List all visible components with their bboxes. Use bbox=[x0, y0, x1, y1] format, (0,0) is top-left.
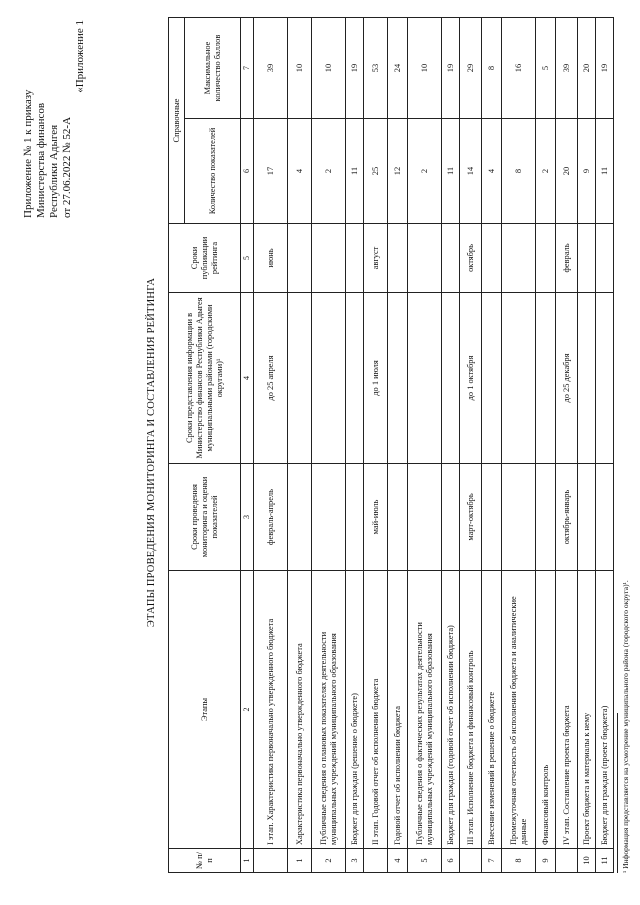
header-num: № п/п bbox=[169, 849, 241, 873]
max-points: 5 bbox=[536, 17, 556, 118]
column-index-row bbox=[241, 17, 254, 872]
monitoring-period bbox=[346, 464, 364, 571]
publication-month bbox=[442, 224, 460, 293]
stage-name: Годовой отчет об исполнении бюджета bbox=[388, 571, 408, 849]
monitoring-period bbox=[408, 464, 442, 571]
publication-month: июнь bbox=[254, 224, 288, 293]
publication-month: октябрь bbox=[460, 224, 482, 293]
stage-row bbox=[460, 17, 482, 872]
publication-month bbox=[502, 224, 536, 293]
stage-name: Бюджет для граждан (проект бюджета) bbox=[596, 571, 614, 849]
header-monitoring: Сроки проведения мониторинга и оценки показателей bbox=[169, 464, 241, 571]
index-cell: 2 bbox=[241, 571, 254, 849]
row-number bbox=[460, 849, 482, 873]
table-row bbox=[502, 17, 536, 872]
header-reference: Справочные bbox=[169, 17, 185, 223]
stage-name: Промежуточная отчетность об исполнении бюджета и аналитические данные bbox=[502, 571, 536, 849]
header-line: Приложение № 1 к приказу bbox=[22, 89, 34, 218]
stage-name: II этап. Годовой отчет об исполнении бюджета bbox=[364, 571, 388, 849]
row-number: 6 bbox=[442, 849, 460, 873]
submission-deadline: до 25 апреля bbox=[254, 293, 288, 464]
header-submission: Сроки представления информации в Министерство финансов Республики Адыгея муниципальными районами (городскими округами)¹ bbox=[169, 293, 241, 464]
index-cell: 4 bbox=[241, 293, 254, 464]
indicator-count: 8 bbox=[502, 119, 536, 224]
stage-name: Публичные сведения о фактических результатах деятельности муниципальных учреждений муниципального образования bbox=[408, 571, 442, 849]
stage-name: Внесение изменений в решение о бюджете bbox=[482, 571, 502, 849]
indicator-count: 4 bbox=[288, 119, 312, 224]
table-row bbox=[536, 17, 556, 872]
stage-name: Бюджет для граждан (решение о бюджете) bbox=[346, 571, 364, 849]
stage-name: Бюджет для граждан (годовой отчет об исполнении бюджета) bbox=[442, 571, 460, 849]
submission-deadline: до 1 июля bbox=[364, 293, 388, 464]
header-line: «Приложение 1 bbox=[74, 20, 86, 93]
monitoring-period bbox=[502, 464, 536, 571]
stage-row bbox=[556, 17, 578, 872]
publication-month bbox=[346, 224, 364, 293]
stage-name: IV этап. Составление проекта бюджета bbox=[556, 571, 578, 849]
max-points: 53 bbox=[364, 17, 388, 118]
submission-deadline bbox=[482, 293, 502, 464]
index-cell: 3 bbox=[241, 464, 254, 571]
index-cell: 5 bbox=[241, 224, 254, 293]
row-number bbox=[254, 849, 288, 873]
index-cell: 7 bbox=[241, 17, 254, 118]
indicator-count: 4 bbox=[482, 119, 502, 224]
stage-name: Публичные сведения о плановых показателях деятельности муниципальных учреждений муниципального образования bbox=[312, 571, 346, 849]
footnote-divider bbox=[617, 713, 618, 873]
monitoring-period bbox=[578, 464, 596, 571]
max-points: 19 bbox=[442, 17, 460, 118]
index-cell: 1 bbox=[241, 849, 254, 873]
submission-deadline bbox=[596, 293, 614, 464]
approval-header bbox=[22, 20, 87, 218]
submission-deadline bbox=[502, 293, 536, 464]
stage-name: Проект бюджета и материалы к нему bbox=[578, 571, 596, 849]
monitoring-period: март-октябрь bbox=[460, 464, 482, 571]
stage-row bbox=[254, 17, 288, 872]
publication-month bbox=[312, 224, 346, 293]
submission-deadline bbox=[288, 293, 312, 464]
monitoring-period: май-июль bbox=[364, 464, 388, 571]
stage-name: I этап. Характеристика первоначально утвержденного бюджета bbox=[254, 571, 288, 849]
page-title: ЭТАПЫ ПРОВЕДЕНИЯ МОНИТОРИНГА И СОСТАВЛЕНИЯ РЕЙТИНГА bbox=[146, 277, 157, 628]
header-max-points: Максимальное количество баллов bbox=[185, 17, 241, 118]
monitoring-period bbox=[536, 464, 556, 571]
max-points: 24 bbox=[388, 17, 408, 118]
stages-table bbox=[168, 17, 614, 873]
submission-deadline bbox=[346, 293, 364, 464]
max-points: 10 bbox=[288, 17, 312, 118]
index-cell: 6 bbox=[241, 119, 254, 224]
indicator-count: 12 bbox=[388, 119, 408, 224]
monitoring-period bbox=[482, 464, 502, 571]
indicator-count: 11 bbox=[596, 119, 614, 224]
table-row bbox=[578, 17, 596, 872]
max-points: 39 bbox=[254, 17, 288, 118]
header-line: Министерства финансов bbox=[35, 102, 47, 218]
row-number: 11 bbox=[596, 849, 614, 873]
max-points: 29 bbox=[460, 17, 482, 118]
submission-deadline: до 25 декабря bbox=[556, 293, 578, 464]
publication-month: август bbox=[364, 224, 388, 293]
row-number: 1 bbox=[288, 849, 312, 873]
publication-month bbox=[408, 224, 442, 293]
submission-deadline bbox=[312, 293, 346, 464]
stage-row bbox=[364, 17, 388, 872]
table-row bbox=[442, 17, 460, 872]
publication-month bbox=[388, 224, 408, 293]
submission-deadline bbox=[388, 293, 408, 464]
indicator-count: 2 bbox=[536, 119, 556, 224]
submission-deadline bbox=[536, 293, 556, 464]
submission-deadline bbox=[408, 293, 442, 464]
submission-deadline bbox=[442, 293, 460, 464]
table-row bbox=[288, 17, 312, 872]
max-points: 39 bbox=[556, 17, 578, 118]
row-number: 10 bbox=[578, 849, 596, 873]
max-points: 10 bbox=[408, 17, 442, 118]
indicator-count: 14 bbox=[460, 119, 482, 224]
stage-name: III этап. Исполнение бюджета и финансовый контроль bbox=[460, 571, 482, 849]
publication-month bbox=[288, 224, 312, 293]
publication-month bbox=[482, 224, 502, 293]
monitoring-period bbox=[388, 464, 408, 571]
stage-name: Характеристика первоначально утвержденного бюджета bbox=[288, 571, 312, 849]
indicator-count: 11 bbox=[442, 119, 460, 224]
indicator-count: 20 bbox=[556, 119, 578, 224]
publication-month bbox=[596, 224, 614, 293]
table-row bbox=[388, 17, 408, 872]
table-row bbox=[312, 17, 346, 872]
header-stage: Этапы bbox=[169, 571, 241, 849]
indicator-count: 11 bbox=[346, 119, 364, 224]
table-row bbox=[482, 17, 502, 872]
max-points: 19 bbox=[596, 17, 614, 118]
monitoring-period bbox=[288, 464, 312, 571]
max-points: 10 bbox=[312, 17, 346, 118]
indicator-count: 25 bbox=[364, 119, 388, 224]
stage-name: Финансовый контроль bbox=[536, 571, 556, 849]
row-number: 2 bbox=[312, 849, 346, 873]
row-number bbox=[364, 849, 388, 873]
submission-deadline bbox=[578, 293, 596, 464]
table-row bbox=[346, 17, 364, 872]
max-points: 16 bbox=[502, 17, 536, 118]
header-line: Республики Адыгея bbox=[48, 124, 60, 218]
monitoring-period: октябрь-январь bbox=[556, 464, 578, 571]
publication-month: февраль bbox=[556, 224, 578, 293]
publication-month bbox=[578, 224, 596, 293]
row-number: 7 bbox=[482, 849, 502, 873]
header-publication: Сроки публикации рейтинга bbox=[169, 224, 241, 293]
row-number: 5 bbox=[408, 849, 442, 873]
monitoring-period bbox=[596, 464, 614, 571]
submission-deadline: до 1 октября bbox=[460, 293, 482, 464]
indicator-count: 2 bbox=[312, 119, 346, 224]
indicator-count: 2 bbox=[408, 119, 442, 224]
header-count: Количество показателей bbox=[185, 119, 241, 224]
table-row bbox=[596, 17, 614, 872]
indicator-count: 9 bbox=[578, 119, 596, 224]
max-points: 19 bbox=[346, 17, 364, 118]
row-number: 9 bbox=[536, 849, 556, 873]
monitoring-period bbox=[312, 464, 346, 571]
monitoring-period bbox=[442, 464, 460, 571]
max-points: 8 bbox=[482, 17, 502, 118]
footnote: ¹ Информация представляется на усмотрение муниципального района (городского округа)¹. bbox=[621, 580, 630, 873]
max-points: 20 bbox=[578, 17, 596, 118]
row-number: 4 bbox=[388, 849, 408, 873]
monitoring-period: февраль-апрель bbox=[254, 464, 288, 571]
row-number bbox=[556, 849, 578, 873]
publication-month bbox=[536, 224, 556, 293]
row-number: 8 bbox=[502, 849, 536, 873]
row-number: 3 bbox=[346, 849, 364, 873]
header-line: от 27.06.2022 № 52-А bbox=[61, 116, 73, 218]
indicator-count: 17 bbox=[254, 119, 288, 224]
table-row bbox=[408, 17, 442, 872]
